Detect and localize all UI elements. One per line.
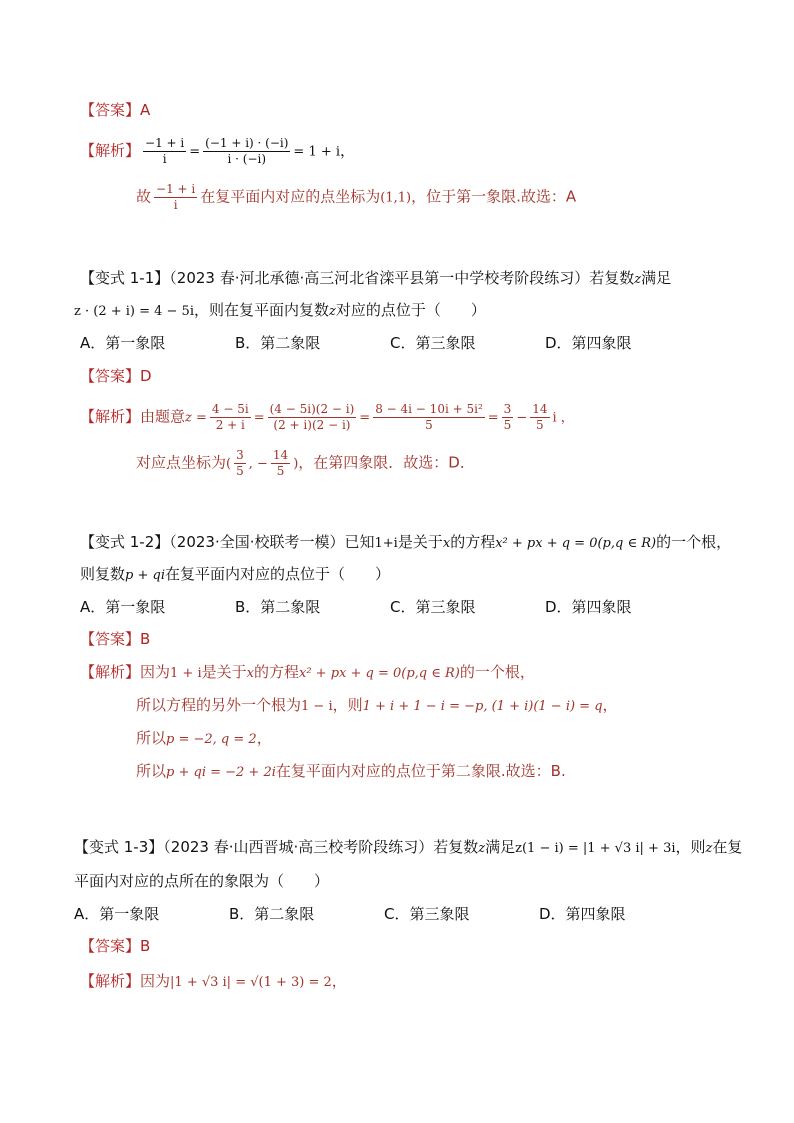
text: 是关于 xyxy=(201,663,247,681)
equation-rhs: = 1 + i xyxy=(293,144,341,160)
variant-1-1-line1 xyxy=(80,267,671,291)
var-z: z xyxy=(329,304,336,319)
option-a[interactable]: A．第一象限 xyxy=(80,334,166,352)
text: 则复数 xyxy=(80,565,126,583)
fraction: $\frac{4 - 5i}{2 + i}$ xyxy=(211,402,249,432)
variant-1-3-line2 xyxy=(74,870,329,892)
option-c[interactable]: C．第三象限 xyxy=(390,598,476,616)
variant-head: 【变式 1-1】 xyxy=(80,269,170,287)
fraction: $\frac{14}{5}$ xyxy=(532,402,548,432)
text: ， xyxy=(602,696,618,714)
variant-source: （2023·全国·校联考一模）已知 xyxy=(169,533,375,551)
variant-head: 【变式 1-2】 xyxy=(80,533,170,551)
answer-value: D xyxy=(140,367,152,385)
text: 平面内对应的点所在的象限为（ ） xyxy=(74,872,330,890)
fraction: $\frac{(4 - 5i)(2 - i)}{(2 + i)(2 - i)}$ xyxy=(269,402,355,432)
analysis-line-0: 【解析】 $\frac{-1 + i}{i}$ = $\frac{(-1 + i) \cdot (-i)}{i \cdot (-i)}$ = 1 + i， xyxy=(80,136,356,166)
variant-1-2-line2 xyxy=(80,563,390,587)
variant-source: （2023 春·山西晋城·高三校考阶段练习）若复数 xyxy=(163,838,479,856)
option-b[interactable]: B．第二象限 xyxy=(229,905,315,923)
equation: z · (2 + i) = 4 − 5i xyxy=(74,304,194,319)
analysis-tag: 【解析】 xyxy=(80,407,141,426)
analysis-tag: 【解析】 xyxy=(80,663,141,681)
answer-value: B xyxy=(140,937,151,955)
answer-line-2 xyxy=(80,628,150,650)
analysis-line-2d xyxy=(136,760,566,784)
answer-tag: 【答案】 xyxy=(80,367,141,385)
analysis-line-2c xyxy=(136,727,272,751)
var-z: z = xyxy=(185,410,207,426)
var-z: z xyxy=(705,841,713,856)
answer-value: B xyxy=(140,630,151,648)
text: ， xyxy=(256,729,272,747)
text: 在复平面内对应的点位于第二象限.故选：B. xyxy=(275,762,566,780)
analysis-line-3 xyxy=(80,970,347,994)
text: 对应的点位于（ ） xyxy=(335,301,486,319)
equation: p = −2, q = 2 xyxy=(166,732,257,747)
option-a[interactable]: A．第一象限 xyxy=(74,905,160,923)
analysis-line-2 xyxy=(80,661,535,685)
text: 的方程 xyxy=(450,533,496,551)
fraction: $\frac{14}{5}$ xyxy=(272,448,289,478)
answer-value: A xyxy=(140,101,151,119)
analysis-tag: 【解析】 xyxy=(80,972,141,990)
option-d[interactable]: D．第四象限 xyxy=(545,334,632,352)
text: ，则 xyxy=(675,838,706,856)
equation: z(1 − i) = |1 + √3 i| + 3i xyxy=(515,841,676,856)
text: 在复平面内对应的点坐标为 xyxy=(200,187,381,206)
options-row xyxy=(74,903,674,925)
option-d[interactable]: D．第四象限 xyxy=(539,905,626,923)
text: 对应点坐标为 xyxy=(136,453,227,472)
analysis-line-0b xyxy=(136,182,576,213)
text: ，在第四象限．故选：D． xyxy=(298,453,475,472)
text: ，位于第一象限.故选：A xyxy=(411,187,577,206)
text: ， xyxy=(331,972,347,990)
options-row xyxy=(80,596,680,618)
text: 在复平面内对应的点位于（ ） xyxy=(164,565,390,583)
text: 满足 xyxy=(485,838,516,856)
fraction: $\frac{-1 + i}{i}$ xyxy=(145,136,185,166)
paren: ) xyxy=(293,456,299,472)
equation: p + qi = −2 + 2i xyxy=(166,765,276,780)
option-b[interactable]: B．第二象限 xyxy=(235,334,321,352)
text: 所以 xyxy=(136,729,167,747)
fraction: $\frac{3}{5}$ xyxy=(236,448,244,478)
text: 所以 xyxy=(136,762,167,780)
root: 1 + i xyxy=(170,666,202,681)
options-row xyxy=(80,332,680,354)
equation: x² + px + q = 0(p,q ∈ R) xyxy=(495,536,657,551)
text: 因为 xyxy=(140,972,171,990)
answer-line-1 xyxy=(80,365,152,387)
fraction: $\frac{(-1 + i) \cdot (-i)}{i \cdot (-i)}$ xyxy=(205,136,289,166)
text: 由题意 xyxy=(140,407,186,426)
text: ，则 xyxy=(332,696,363,714)
variant-1-1-line2 xyxy=(74,299,486,323)
text: 故 xyxy=(136,187,152,206)
answer-line-0 xyxy=(80,99,150,121)
paren: ( xyxy=(226,456,232,472)
option-c[interactable]: C．第三象限 xyxy=(390,334,476,352)
text: 所以方程的另外一个根为 xyxy=(136,696,302,714)
text: 是关于 xyxy=(397,533,443,551)
punct: ， xyxy=(340,141,356,160)
variant-1-3-line1 xyxy=(74,836,742,860)
fraction: $\frac{\text{8 − 4i − 10i + 5i²}}{5}$ xyxy=(375,402,483,432)
analysis-line-1b xyxy=(136,448,475,479)
answer-tag: 【答案】 xyxy=(80,630,141,648)
root: 1 − i xyxy=(301,699,333,714)
expression: p + qi xyxy=(125,568,165,583)
option-d[interactable]: D．第四象限 xyxy=(545,598,632,616)
equation: x² + px + q = 0(p,q ∈ R) xyxy=(299,666,460,681)
variant-head: 【变式 1-3】 xyxy=(74,838,164,856)
answer-tag: 【答案】 xyxy=(80,101,141,119)
var-z: z xyxy=(478,841,486,856)
option-a[interactable]: A．第一象限 xyxy=(80,598,166,616)
text: 因为 xyxy=(140,663,171,681)
option-b[interactable]: B．第二象限 xyxy=(235,598,321,616)
equation: |1 + √3 i| = √(1 + 3) = 2 xyxy=(170,975,332,990)
answer-line-3 xyxy=(80,935,150,957)
option-c[interactable]: C．第三象限 xyxy=(384,905,470,923)
text: i ， xyxy=(552,410,574,426)
fraction: $\frac{3}{5}$ xyxy=(503,402,512,432)
equation: 1 + i + 1 − i = −p, (1 + i)(1 − i) = q xyxy=(362,699,603,714)
var-x: x xyxy=(442,536,451,551)
fraction: $\frac{-1 + i}{i}$ xyxy=(156,182,196,212)
var-x: x xyxy=(246,666,254,681)
text: ，则在复平面内复数 xyxy=(194,301,330,319)
analysis-line-2b xyxy=(136,694,618,718)
variant-1-2-line1 xyxy=(80,531,731,555)
text: 的方程 xyxy=(253,663,299,681)
answer-tag: 【答案】 xyxy=(80,937,141,955)
root: 1+i xyxy=(374,536,398,551)
text: 在复 xyxy=(712,838,743,856)
analysis-tag: 【解析】 xyxy=(80,141,141,160)
analysis-line-1: 【解析】由题意z = $\frac{4 - 5i}{2 + i}$ = $\frac{(4 - 5i)(2 - i)}{(2 + i)(2 - i)}$ = $\frac{\text{8 − 4i − 10i + 5i²}}{5}$ = $\frac{3}{5}$ − $\frac{14}{5}$ i ， xyxy=(80,402,574,432)
text: 的一个根， xyxy=(656,533,732,551)
text: 的一个根， xyxy=(459,663,535,681)
variant-source: （2023 春·河北承德·高三河北省滦平县第一中学校考阶段练习）若复数 xyxy=(169,269,635,287)
var-z: z xyxy=(634,272,642,287)
point: (1,1) xyxy=(380,190,412,206)
text: 满足 xyxy=(641,269,672,287)
sep: , − xyxy=(248,456,268,472)
